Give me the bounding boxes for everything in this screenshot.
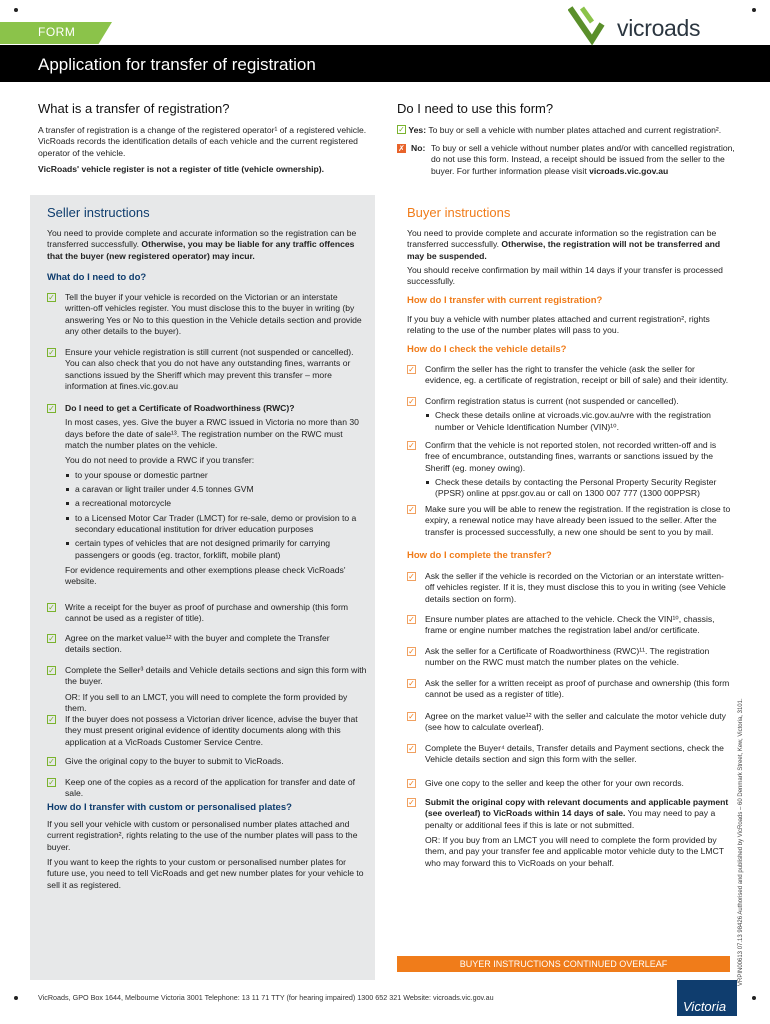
buyer-confirm: You should receive confirmation by mail within 14 days if your transfer is processed successfully. (407, 265, 723, 287)
no-text: To buy or sell a vehicle without number plates and/or with cancelled registration, do not use this form. Instead, a receipt should be issued from the seller to the buyer. For further information please visit (431, 143, 735, 176)
buyer-step-text: Ask the seller if the vehicle is recorded on the Victorian or an interstate written-off vehicles register. If it is, they must disclose this to you in writing (see Vehicle details section on form). (425, 571, 726, 604)
list-item: Check these details online at vicroads.vic.gov.au/vre with the registration number or Vehicle Identification Number (VIN)¹⁰. (425, 410, 732, 433)
logo-text: vicroads (617, 15, 701, 41)
rwc-text: In most cases, yes. Give the buyer a RWC issued in Victoria no more than 30 days before the date of sale¹³. The registration number on the RWC must match the number plates on the vehicle. (65, 417, 359, 451)
buyer-current-text: If you buy a vehicle with number plates attached and current registration², rights relating to the use of the number plates will pass to you. (407, 314, 710, 336)
hole-dot (14, 8, 18, 12)
footer: VicRoads, GPO Box 1644, Melbourne Victoria 3001 Telephone: 13 11 71 TTY (for hearing impaired) 1300 652 321 Website: vicroads.vic.gov.au (38, 993, 494, 1002)
seller-step-4 (47, 602, 367, 625)
buyer-step-text: Give one copy to the seller and keep the other for your own records. (425, 778, 684, 788)
buyer-check-2 (407, 396, 732, 433)
need-no-row (397, 143, 737, 177)
buyer-step-1 (407, 571, 732, 605)
buyer-step-text: Agree on the market value¹² with the seller and calculate the motor vehicle duty (see how to calculate overleaf). (425, 711, 726, 733)
page-title: Application for transfer of registration (0, 45, 770, 82)
list-item: Check these details by contacting the Personal Property Security Register (PPSR) online at ppsr.gov.au or call on 1300 007 777 (1300 00PPSR) (425, 477, 732, 500)
cross-icon: ✗ (398, 144, 405, 153)
seller-step-text: Give the original copy to the buyer to submit to VicRoads. (65, 756, 284, 766)
seller-step-text: Ensure your vehicle registration is still current (not suspended or cancelled). You can also check that you do not have any outstanding fines, warrants or sanctions issued by the Sheriff which may prevent this transfer – more information at fines.vic.gov.au (65, 347, 354, 392)
rwc-heading: Do I need to get a Certificate of Roadworthiness (RWC)? (65, 403, 295, 413)
need-heading: Do I need to use this form? (397, 101, 554, 116)
seller-step-7 (47, 714, 367, 748)
buyer-check-heading: How do I check the vehicle details? (407, 344, 567, 355)
seller-step-2 (47, 347, 367, 392)
seller-intro (47, 228, 367, 262)
buyer-step-3 (407, 646, 732, 669)
buyer-step-text: Confirm the seller has the right to transfer the vehicle (ask the seller for evidence, eg. a certificate of registration, receipt or bill of sale) and their identity. (425, 364, 729, 386)
seller-step-text: Agree on the market value¹² with the buyer and complete the Transfer details section. (65, 633, 330, 655)
tick-icon: ✓ (48, 757, 55, 766)
tick-icon: ✓ (408, 441, 415, 450)
seller-intro-bold: Otherwise, you may be liable for any traffic offences that the buyer (new registered operator) may incur. (47, 239, 355, 261)
buyer-submit-bold: Submit the original copy with relevant documents and applicable payment (see overleaf) to VicRoads within 14 days of sale. (425, 797, 729, 819)
list-item: to your spouse or domestic partner (65, 470, 367, 481)
hole-dot (752, 8, 756, 12)
seller-intro-text: You need to provide complete and accurate information so the registration can be transferred successfully. (47, 228, 357, 250)
hole-dot (752, 996, 756, 1000)
tick-icon: ✓ (48, 666, 55, 675)
tick-icon: ✓ (408, 505, 415, 514)
plates-heading: How do I transfer with custom or personalised plates? (47, 802, 292, 813)
rwc-list (65, 470, 367, 561)
tick-icon: ✓ (48, 634, 55, 643)
buyer-step-6 (407, 743, 732, 766)
tick-icon: ✓ (48, 348, 55, 357)
no-link[interactable]: vicroads.vic.gov.au (589, 165, 669, 176)
buyer-intro-bold: Otherwise, the registration will not be transferred and may be suspended. (407, 239, 721, 261)
buyer-step-7 (407, 778, 732, 789)
seller-or: OR: If you sell to an LMCT, you will need to complete the form provided by them. (65, 691, 348, 714)
list-item: to a Licensed Motor Car Trader (LMCT) for re-sale, demo or provision to a secondary educational institution for driver education purposes (65, 513, 367, 536)
tick-icon: ✓ (408, 798, 415, 807)
buyer-or: OR: If you buy from an LMCT you will need to complete the form provided by them, and pay your transfer fee and applicable motor vehicle duty to the LMCT who may forward this to VicRoads on your behalf. (425, 835, 724, 868)
seller-step-text: Complete the Seller³ details and Vehicle details sections and sign this form with the buyer. (65, 665, 367, 687)
buyer-check-4 (407, 504, 732, 538)
tick-icon: ✓ (48, 293, 55, 302)
buyer-submit-text: You may need to pay a penalty or additional fees if this is late or not submitted. (425, 808, 716, 830)
buyer-step-text: Confirm that the vehicle is not reported stolen, not recorded written-off and is free of encumbrance, outstanding fines, warrants or sanctions issued by the Sheriff (eg. money owing). (425, 440, 717, 473)
tick-icon: ✓ (408, 647, 415, 656)
buyer-complete-heading: How do I complete the transfer? (407, 550, 552, 561)
side-imprint: VRPIN00613 07.13 98426 Authorised and published by VicRoads – 60 Denmark Street, Kew, Victoria, 3101. (738, 698, 744, 986)
tick-icon: ✓ (48, 603, 55, 612)
list-item: a caravan or light trailer under 4.5 tonnes GVM (65, 484, 367, 495)
rwc-evidence: For evidence requirements and other exemptions please check VicRoads' website. (65, 565, 346, 587)
seller-step-text: If the buyer does not possess a Victorian driver licence, advise the buyer that they must present original evidence of identity documents along with this application at a VicRoads Customer Service Centre. (65, 714, 358, 747)
seller-step-6 (47, 665, 367, 714)
list-item: certain types of vehicles that are not designed primarily for carrying passengers or goods (eg. tractor, forklift, mobile plant) (65, 538, 367, 561)
buyer-step-text: Complete the Buyer⁴ details, Transfer details and Payment sections, check the Vehicle details section and sign this form with the seller. (425, 743, 724, 765)
what-bold: VicRoads' vehicle register is not a register of title (vehicle ownership). (38, 164, 325, 174)
buyer-step-2 (407, 614, 732, 637)
what-heading: What is a transfer of registration? (38, 101, 230, 116)
buyer-step-text: Ensure number plates are attached to the vehicle. Check the VIN¹⁰, chassis, frame or engine number matches the registration label and/or certificate. (425, 614, 715, 636)
seller-what-heading: What do I need to do? (47, 272, 147, 283)
buyer-step-8 (407, 797, 732, 869)
tick-icon: ✓ (408, 744, 415, 753)
form-label: FORM (38, 25, 76, 39)
buyer-intro-text: You need to provide complete and accurate information so the registration can be transferred successfully. (407, 228, 717, 250)
seller-step-text: Tell the buyer if your vehicle is recorded on the Victorian or an interstate written-off vehicles register. You must disclose this to the buyer in writing (by answering Yes or No to this question in the Vehicle details section and provide any other details to the buyer). (65, 292, 362, 337)
what-body: A transfer of registration is a change of the registered operator¹ of a registered vehicle. VicRoads records the identification details of each vehicle and the current registered operator of the vehicle. (38, 125, 367, 158)
tick-icon: ✓ (48, 404, 55, 413)
tick-icon: ✓ (408, 679, 415, 688)
tick-icon: ✓ (48, 715, 55, 724)
buyer-current-heading: How do I transfer with current registration? (407, 295, 603, 306)
buyer-heading: Buyer instructions (407, 205, 511, 220)
tick-icon: ✓ (48, 778, 55, 787)
buyer-step-text: Ask the seller for a written receipt as proof of purchase and ownership (this form cannot be used as a register of title). (425, 678, 730, 700)
tick-icon: ✓ (398, 125, 405, 134)
tick-icon: ✓ (408, 397, 415, 406)
buyer-check-1 (407, 364, 732, 387)
yes-label: Yes: (408, 125, 427, 135)
buyer-step-text: Make sure you will be able to renew the registration. If the registration is close to expiry, a renewal notice may have already been issued to the seller. After the transfer is processed successfully, a new one should be sent to you by mail. (425, 504, 731, 537)
seller-step-text: Keep one of the copies as a record of the application for transfer and date of sale. (65, 777, 355, 799)
victoria-logo-text: Victoria (683, 999, 727, 1014)
tick-icon: ✓ (408, 572, 415, 581)
tick-icon: ✓ (408, 365, 415, 374)
victoria-logo-icon (677, 980, 737, 1016)
rwc-exempt: You do not need to provide a RWC if you transfer: (65, 455, 255, 466)
list-item: a recreational motorcycle (65, 498, 367, 509)
no-label: No: (411, 143, 426, 153)
tick-icon: ✓ (408, 615, 415, 624)
need-yes-row (397, 125, 737, 136)
yes-text: To buy or sell a vehicle with number plates attached and current registration². (428, 125, 722, 135)
seller-heading: Seller instructions (47, 205, 150, 220)
seller-step-5 (47, 633, 347, 656)
buyer-intro (407, 228, 732, 262)
seller-step-text: Write a receipt for the buyer as proof of purchase and ownership (this form cannot be used as a register of title). (65, 602, 349, 624)
buyer-step-text: Ask the seller for a Certificate of Roadworthiness (RWC)¹¹. The registration number on the RWC must match the number plates on the vehicle. (425, 646, 710, 668)
tick-icon: ✓ (408, 779, 415, 788)
seller-step-1 (47, 292, 367, 337)
continued-banner: BUYER INSTRUCTIONS CONTINUED OVERLEAF (397, 956, 730, 972)
buyer-check-3 (407, 440, 732, 500)
buyer-step-4 (407, 678, 732, 701)
hole-dot (14, 996, 18, 1000)
seller-step-8 (47, 756, 367, 767)
seller-step-9 (47, 777, 367, 800)
tick-icon: ✓ (408, 712, 415, 721)
seller-step-3 (47, 403, 367, 588)
plates-text-1: If you sell your vehicle with custom or personalised number plates attached and current registration², rights relating to the use of the number plates will pass to the buyer. (47, 819, 358, 852)
plates-text-2: If you want to keep the rights to your custom or personalised number plates for future use, you need to tell VicRoads and get new number plates for your vehicle to sell it as registered. (47, 857, 364, 890)
buyer-step-5 (407, 711, 732, 734)
buyer-step-text: Confirm registration status is current (not suspended or cancelled). (425, 396, 679, 406)
